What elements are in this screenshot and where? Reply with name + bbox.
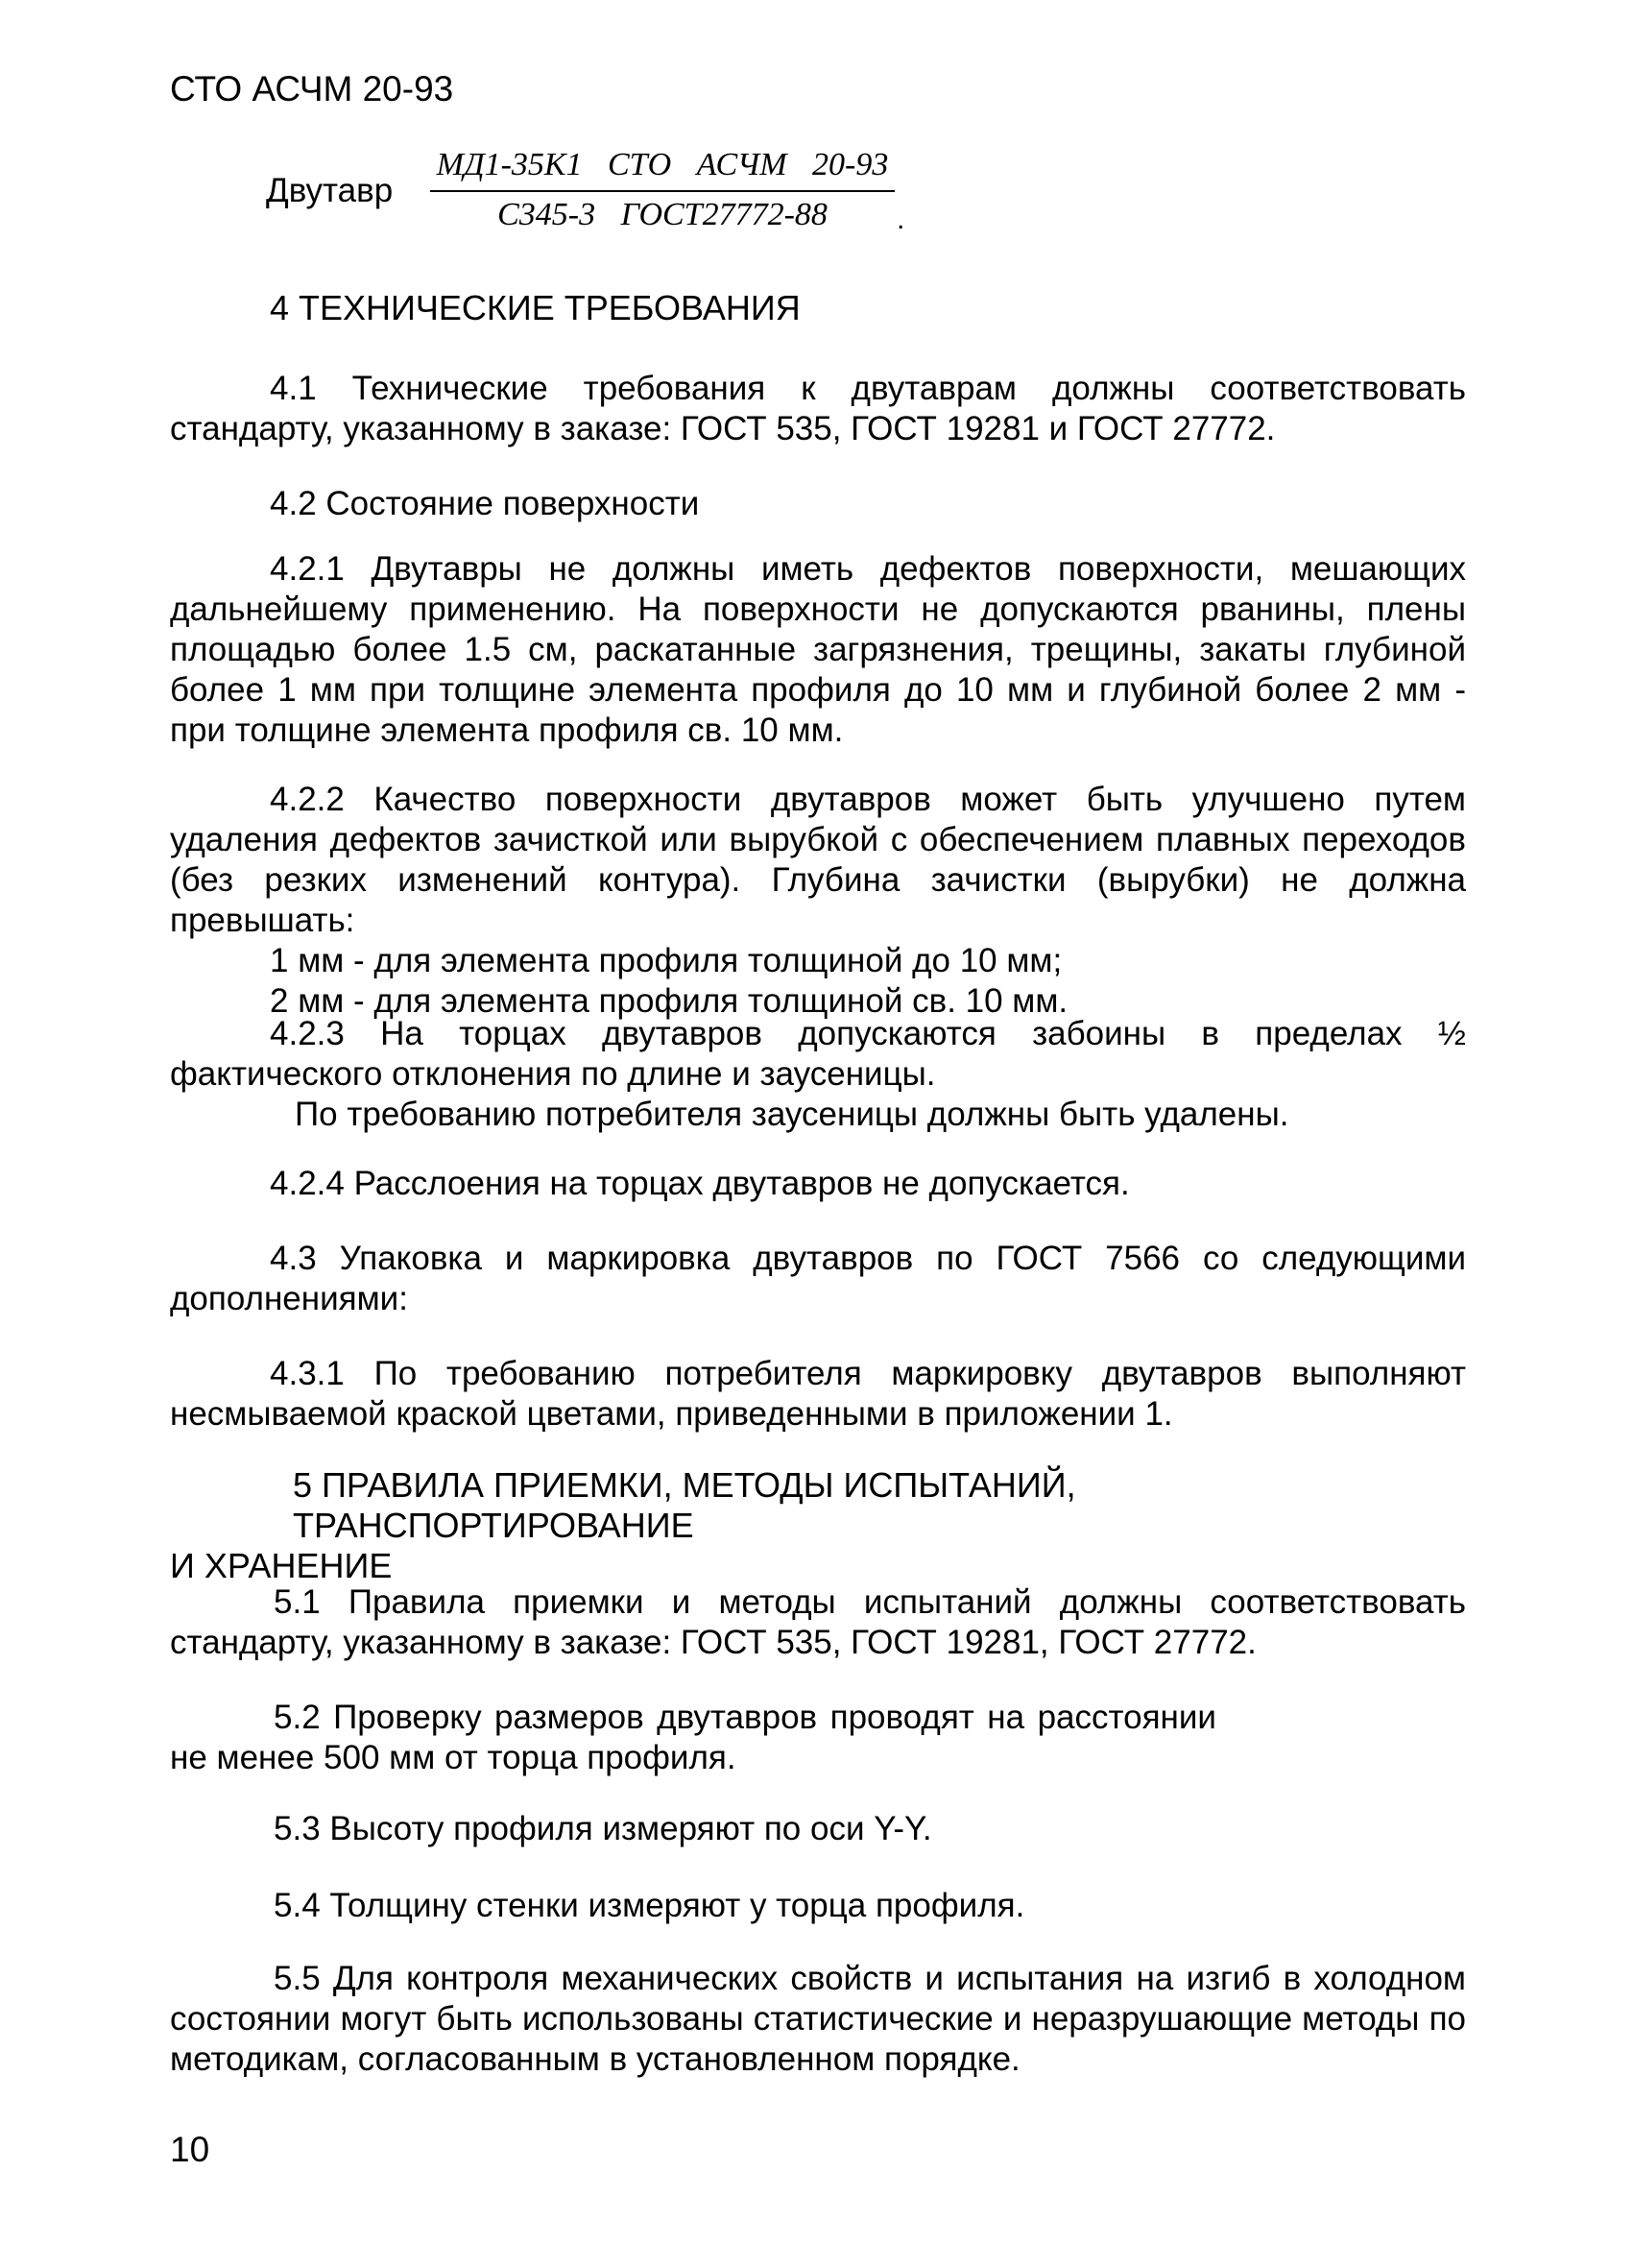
paragraph-4-2-1-text: 4.2.1 Двутавры не должны иметь дефектов поверхности, мешающих дальнейшему применению. На поверхности не допускаются рванины, плены площадью более 1.5 см, раскатанные загрязнения, трещины, закаты глубиной более 1 мм при толщине элемента профиля до 10 мм и глубиной более 2 мм - при толщине элемента профиля св. 10 мм.	[170, 550, 1466, 749]
paragraph-4-2-3-note: По требованию потребителя заусеницы должны быть удалены.	[295, 1096, 1289, 1133]
paragraph-4-1-text: 4.1 Технические требования к двутаврам должны соответствовать стандарту, указанному в заказе: ГОСТ 535, ГОСТ 19281 и ГОСТ 27772.	[170, 370, 1466, 447]
paragraph-5-3-text: 5.3 Высоту профиля измеряют по оси Y-Y.	[274, 1810, 932, 1847]
paragraph-4-1	[170, 369, 1466, 449]
section-5-title-line-1: 5 ПРАВИЛА ПРИЕМКИ, МЕТОДЫ ИСПЫТАНИЙ, ТРАНСПОРТИРОВАНИЕ	[293, 1465, 1076, 1545]
paragraph-4-3-text: 4.3 Упаковка и маркировка двутавров по ГОСТ 7566 со следующими дополнениями:	[170, 1240, 1466, 1317]
section-5-title-block	[170, 1465, 1466, 1586]
designation-denominator: С345-3 ГОСТ27772-88	[497, 197, 828, 232]
section-5-title-line-2: И ХРАНЕНИЕ	[170, 1546, 393, 1585]
paragraph-5-3	[170, 1809, 1466, 1849]
paragraph-5-4	[170, 1886, 1466, 1926]
paragraph-4-2-3-text: 4.2.3 На торцах двутавров допускаются забоины в пределах ½ фактического отклонения по длине и заусеницы.	[170, 1015, 1466, 1093]
paragraph-4-3-1	[170, 1354, 1466, 1435]
paragraph-4-2	[170, 484, 1466, 524]
section-4-title: 4 ТЕХНИЧЕСКИЕ ТРЕБОВАНИЯ	[270, 288, 801, 327]
designation-terminator: .	[897, 204, 905, 235]
paragraph-5-5	[170, 1959, 1466, 2080]
paragraph-5-1-text: 5.1 Правила приемки и методы испытаний должны соответствовать стандарту, указанному в заказе: ГОСТ 535, ГОСТ 19281, ГОСТ 27772.	[170, 1583, 1466, 1661]
paragraph-5-4-text: 5.4 Толщину стенки измеряют у торца профиля.	[274, 1887, 1025, 1924]
paragraph-4-2-4-text: 4.2.4 Расслоения на торцах двутавров не допускается.	[270, 1165, 1130, 1202]
section-4-title-block	[170, 288, 1466, 328]
paragraph-4-3	[170, 1239, 1466, 1319]
paragraph-4-2-3	[170, 1014, 1466, 1135]
depth-item-1: 1 мм - для элемента профиля толщиной до 10 мм;	[270, 942, 1063, 979]
paragraph-5-5-text: 5.5 Для контроля механических свойств и испытания на изгиб в холодном состоянии могут быть использованы статистические и неразрушающие методы по методикам, согласованным в установленном порядке.	[170, 1960, 1466, 2078]
designation-label: Двутавр	[266, 172, 394, 209]
paragraph-5-2-text: 5.2 Проверку размеров двутавров проводят на расстоянии не менее 500 мм от торца профиля.	[170, 1699, 1216, 1776]
designation-fraction	[430, 146, 895, 234]
page-number: 10	[170, 2130, 210, 2169]
paragraph-5-1	[170, 1582, 1466, 1663]
paragraph-4-3-1-text: 4.3.1 По требованию потребителя маркировку двутавров выполняют несмываемой краской цветами, приведенными в приложении 1.	[170, 1355, 1466, 1433]
paragraph-4-2-2-text: 4.2.2 Качество поверхности двутавров может быть улучшено путем удаления дефектов зачисткой или вырубкой с обеспечением плавных переходов (без резких изменений контура). Глубина зачистки (вырубки) не должна превышать:	[170, 781, 1466, 939]
paragraph-4-2-4	[170, 1164, 1466, 1204]
document-code-header: СТО АСЧМ 20-93	[170, 69, 454, 109]
paragraph-5-2	[170, 1698, 1216, 1778]
depth-item-2: 2 мм - для элемента профиля толщиной св. 10 мм.	[270, 982, 1069, 1020]
paragraph-4-2-2	[170, 780, 1466, 1022]
paragraph-4-2-1	[170, 549, 1466, 751]
paragraph-4-2-text: 4.2 Состояние поверхности	[270, 485, 700, 522]
designation-numerator: МД1-35К1 СТО АСЧМ 20-93	[436, 147, 889, 182]
